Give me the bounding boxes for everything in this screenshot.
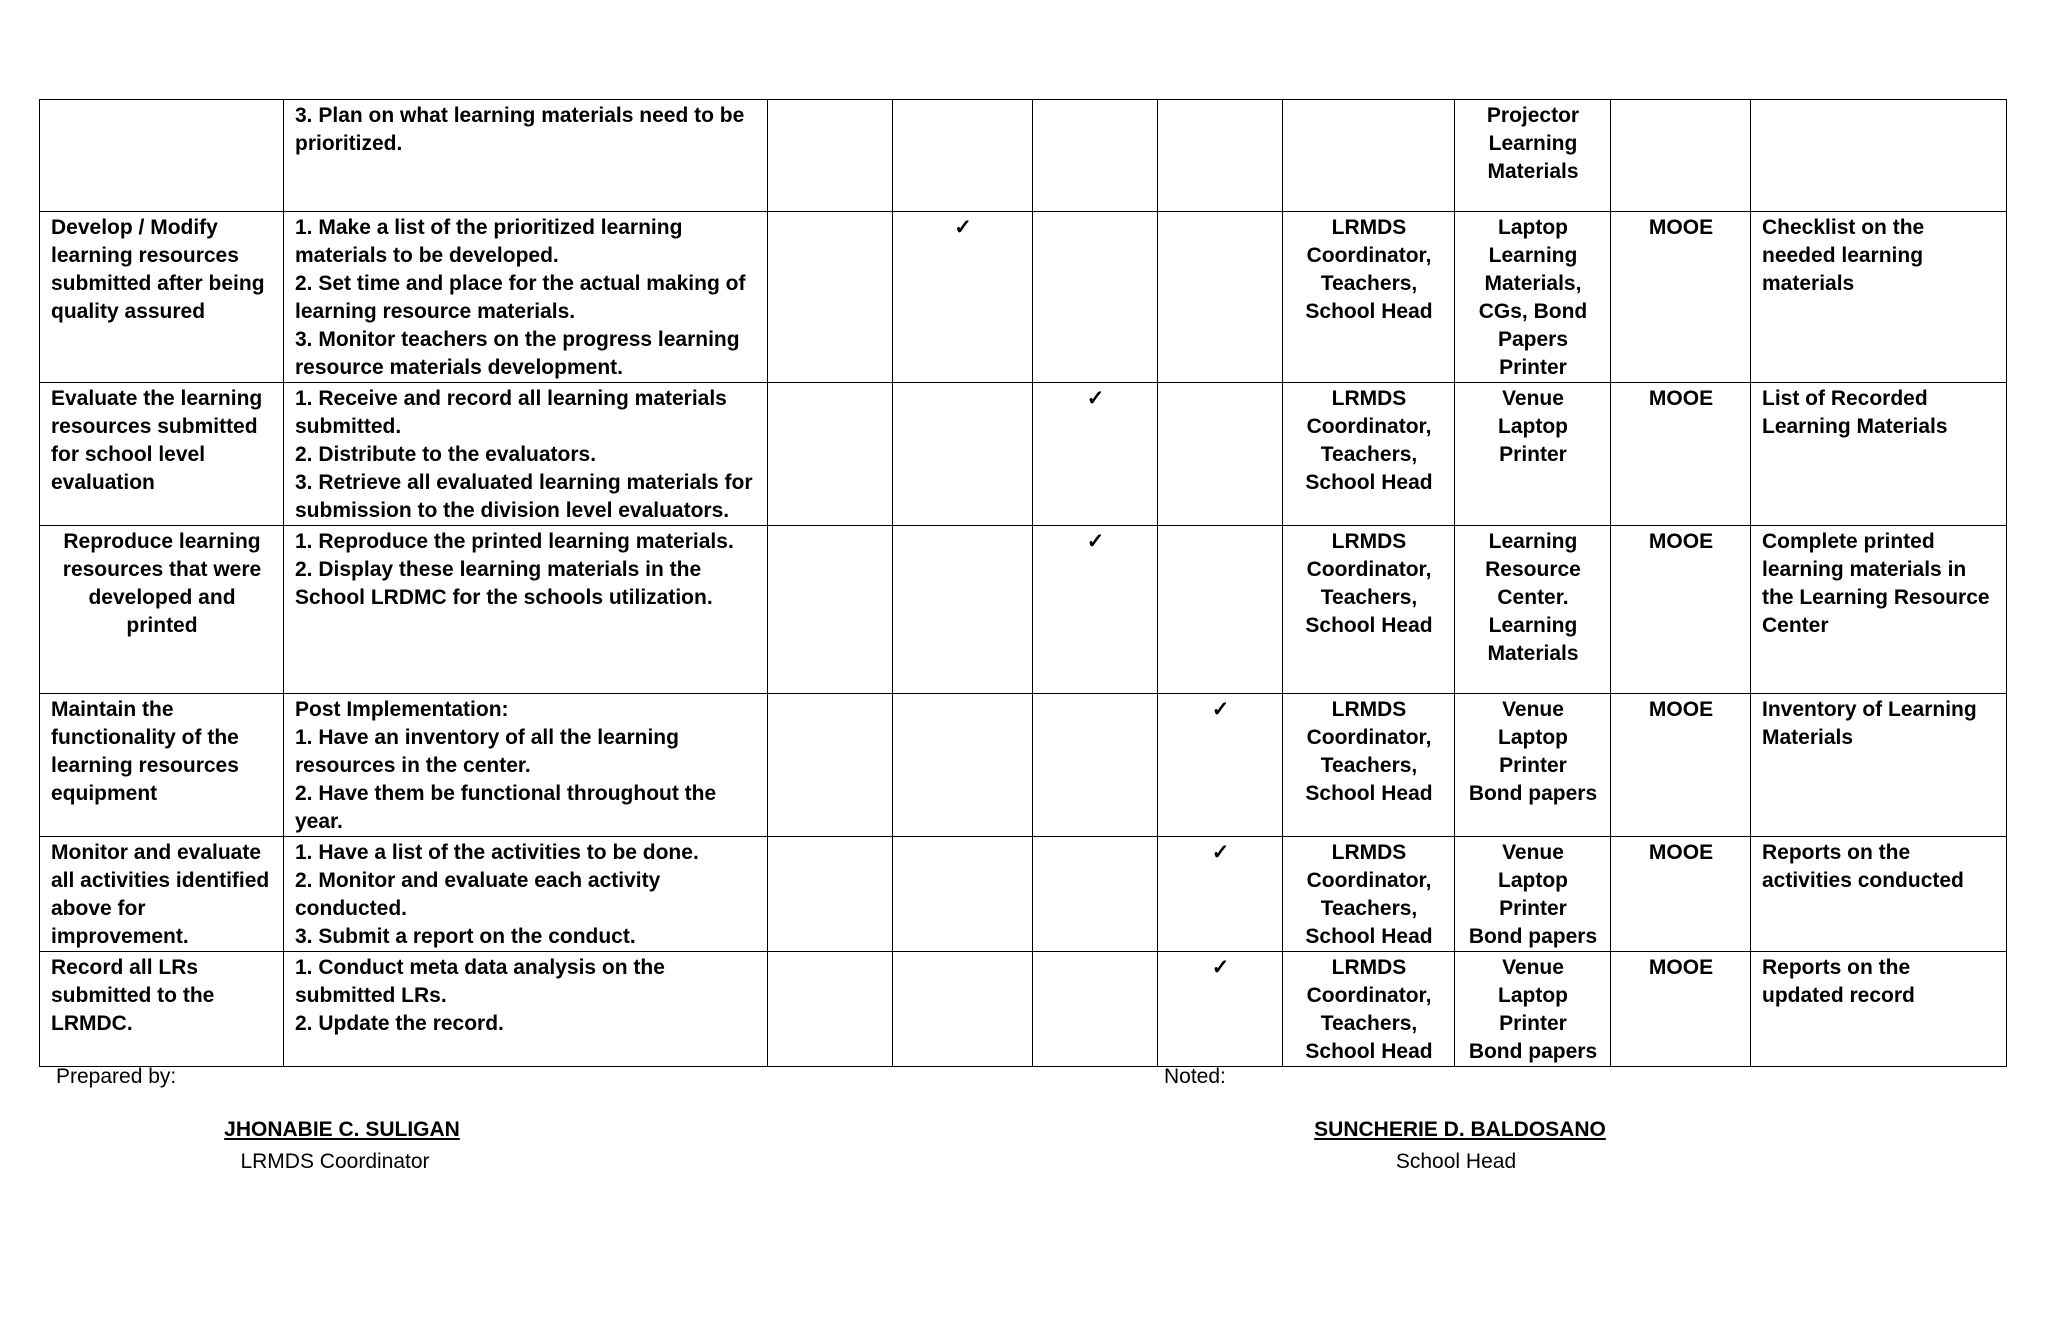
table-row: [40, 952, 2007, 1067]
timeline-check-cell: [893, 694, 1033, 837]
resources-cell: Venue Laptop Printer Bond papers: [1455, 952, 1611, 1067]
timeline-check-cell: [768, 212, 893, 383]
timeline-check-cell: [893, 383, 1033, 526]
table-row: [40, 383, 2007, 526]
timeline-check-cell: ✓: [893, 212, 1033, 383]
timeline-check-cell: [893, 952, 1033, 1067]
objective-cell: Reproduce learning resources that were developed and printed: [40, 526, 284, 694]
fund-source-cell: MOOE: [1611, 383, 1751, 526]
timeline-check-cell: [1033, 952, 1158, 1067]
expected-output-cell: Complete printed learning materials in the Learning Resource Center: [1751, 526, 2007, 694]
noter-role: School Head: [1395, 1150, 1517, 1173]
timeline-check-cell: [1033, 212, 1158, 383]
resources-cell: Venue Laptop Printer Bond papers: [1455, 837, 1611, 952]
timeline-check-cell: [893, 526, 1033, 694]
preparer-role: LRMDS Coordinator: [240, 1150, 430, 1173]
timeline-check-cell: ✓: [1158, 837, 1283, 952]
activities-cell: 1. Have a list of the activities to be done. 2. Monitor and evaluate each activity conducted. 3. Submit a report on the conduct.: [284, 837, 768, 952]
objective-cell: Evaluate the learning resources submitted for school level evaluation: [40, 383, 284, 526]
timeline-check-cell: ✓: [1158, 952, 1283, 1067]
table-row: [40, 694, 2007, 837]
objective-cell: Maintain the functionality of the learning resources equipment: [40, 694, 284, 837]
fund-source-cell: MOOE: [1611, 952, 1751, 1067]
expected-output-cell: Reports on the updated record: [1751, 952, 2007, 1067]
timeline-check-cell: ✓: [1033, 526, 1158, 694]
expected-output-cell: [1751, 100, 2007, 212]
prepared-by-label: Prepared by:: [56, 1065, 177, 1088]
timeline-check-cell: [768, 526, 893, 694]
timeline-check-cell: [1033, 694, 1158, 837]
timeline-check-cell: [1158, 212, 1283, 383]
table-row: [40, 526, 2007, 694]
table-row: [40, 837, 2007, 952]
activities-cell: 1. Reproduce the printed learning materials. 2. Display these learning materials in the School LRDMC for the schools utilization.: [284, 526, 768, 694]
expected-output-cell: Checklist on the needed learning materials: [1751, 212, 2007, 383]
expected-output-cell: List of Recorded Learning Materials: [1751, 383, 2007, 526]
resources-cell: Venue Laptop Printer: [1455, 383, 1611, 526]
timeline-check-cell: [768, 383, 893, 526]
resources-cell: Venue Laptop Printer Bond papers: [1455, 694, 1611, 837]
activities-cell: 3. Plan on what learning materials need to be prioritized.: [284, 100, 768, 212]
expected-output-cell: Reports on the activities conducted: [1751, 837, 2007, 952]
expected-output-cell: Inventory of Learning Materials: [1751, 694, 2007, 837]
noter-name: SUNCHERIE D. BALDOSANO: [1314, 1118, 1606, 1141]
timeline-check-cell: ✓: [1033, 383, 1158, 526]
persons-involved-cell: LRMDS Coordinator, Teachers, School Head: [1283, 383, 1455, 526]
resources-cell: Projector Learning Materials: [1455, 100, 1611, 212]
activities-cell: Post Implementation: 1. Have an inventory of all the learning resources in the center. 2. Have them be functional throughout the year.: [284, 694, 768, 837]
objective-cell: Monitor and evaluate all activities identified above for improvement.: [40, 837, 284, 952]
persons-involved-cell: LRMDS Coordinator, Teachers, School Head: [1283, 952, 1455, 1067]
fund-source-cell: MOOE: [1611, 837, 1751, 952]
activities-cell: 1. Receive and record all learning materials submitted. 2. Distribute to the evaluators. 3. Retrieve all evaluated learning materials for submission to the division level evaluators.: [284, 383, 768, 526]
fund-source-cell: MOOE: [1611, 694, 1751, 837]
activities-cell: 1. Make a list of the prioritized learning materials to be developed. 2. Set time and place for the actual making of learning resource materials. 3. Monitor teachers on the progress learning resource materials development.: [284, 212, 768, 383]
timeline-check-cell: [893, 100, 1033, 212]
persons-involved-cell: LRMDS Coordinator, Teachers, School Head: [1283, 212, 1455, 383]
action-plan-body: [40, 100, 2007, 1067]
resources-cell: Learning Resource Center. Learning Materials: [1455, 526, 1611, 694]
timeline-check-cell: [768, 952, 893, 1067]
objective-cell: Develop / Modify learning resources submitted after being quality assured: [40, 212, 284, 383]
persons-involved-cell: LRMDS Coordinator, Teachers, School Head: [1283, 526, 1455, 694]
fund-source-cell: MOOE: [1611, 526, 1751, 694]
activities-cell: 1. Conduct meta data analysis on the submitted LRs. 2. Update the record.: [284, 952, 768, 1067]
fund-source-cell: [1611, 100, 1751, 212]
persons-involved-cell: LRMDS Coordinator, Teachers, School Head: [1283, 694, 1455, 837]
noted-label: Noted:: [1164, 1065, 1226, 1088]
timeline-check-cell: [1158, 100, 1283, 212]
objective-cell: [40, 100, 284, 212]
table-row: [40, 100, 2007, 212]
objective-cell: Record all LRs submitted to the LRMDC.: [40, 952, 284, 1067]
timeline-check-cell: [893, 837, 1033, 952]
timeline-check-cell: [1158, 526, 1283, 694]
action-plan-table: [39, 99, 2007, 1067]
fund-source-cell: MOOE: [1611, 212, 1751, 383]
timeline-check-cell: ✓: [1158, 694, 1283, 837]
timeline-check-cell: [1158, 383, 1283, 526]
timeline-check-cell: [768, 837, 893, 952]
table-row: [40, 212, 2007, 383]
timeline-check-cell: [1033, 837, 1158, 952]
resources-cell: Laptop Learning Materials, CGs, Bond Papers Printer: [1455, 212, 1611, 383]
timeline-check-cell: [1033, 100, 1158, 212]
timeline-check-cell: [768, 100, 893, 212]
persons-involved-cell: LRMDS Coordinator, Teachers, School Head: [1283, 837, 1455, 952]
preparer-name: JHONABIE C. SULIGAN: [224, 1118, 460, 1141]
timeline-check-cell: [768, 694, 893, 837]
persons-involved-cell: [1283, 100, 1455, 212]
